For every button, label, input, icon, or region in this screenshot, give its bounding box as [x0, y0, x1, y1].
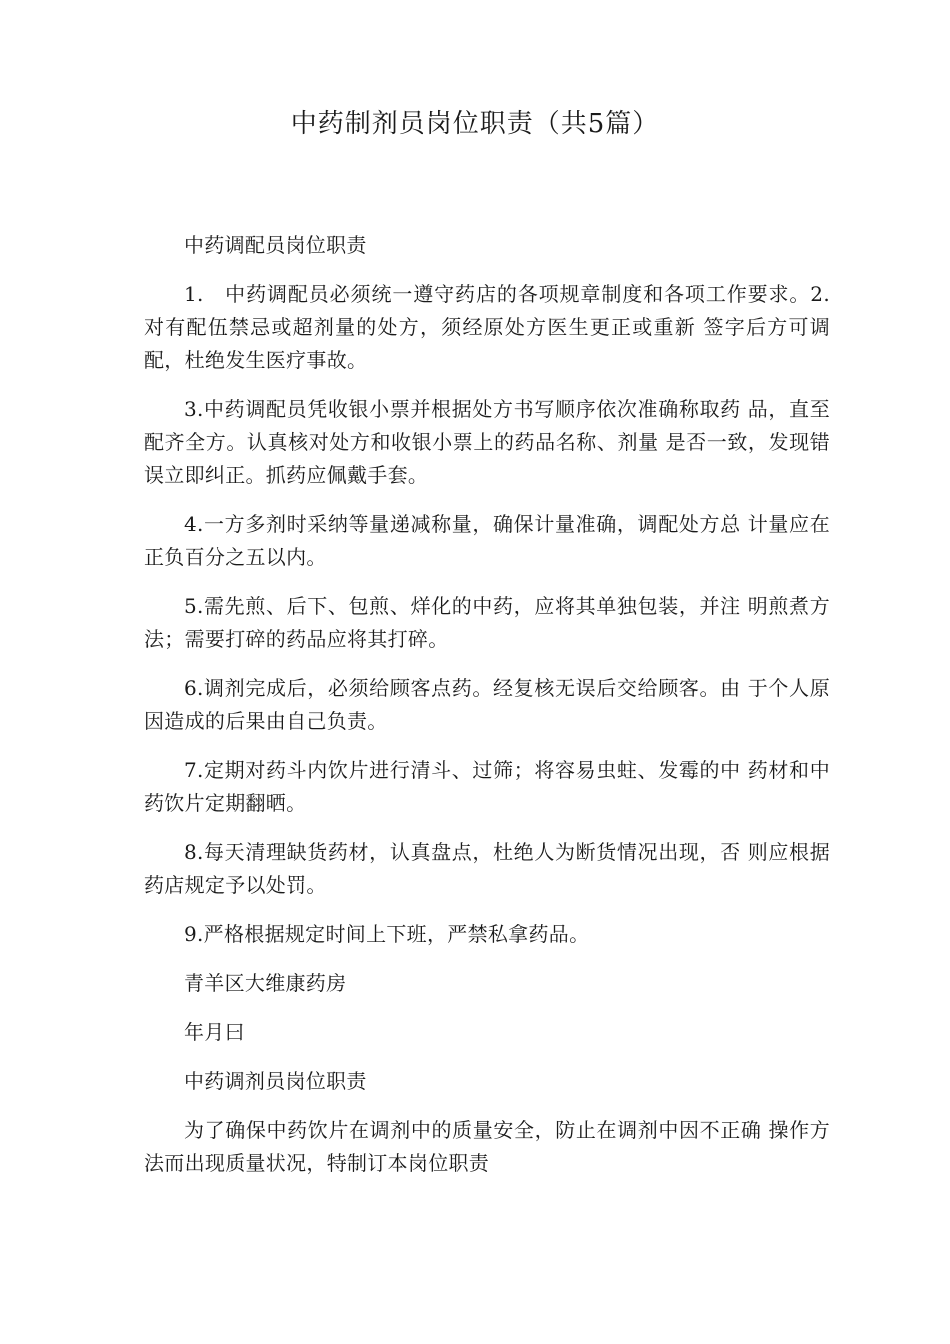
duty-item-3: 3.中药调配员凭收银小票并根据处方书写顺序依次准确称取药 品，直至配齐全方。认真核对处方和收银小票上的药品名称、剂量 是否一致，发现错误立即纠正。抓药应佩戴手套。	[144, 397, 830, 487]
duty-item-7: 7.定期对药斗内饮片进行清斗、过筛；将容易虫蛀、发霉的中 药材和中药饮片定期翻晒。	[144, 758, 830, 815]
duty-item-1-2: 1. 中药调配员必须统一遵守药店的各项规章制度和各项工作要求。2.对有配伍禁忌或超剂量的处方，须经原处方医生更正或重新 签字后方可调配，杜绝发生医疗事故。	[144, 282, 830, 372]
organization-name: 青羊区大维康药房	[184, 971, 347, 995]
duty-item-9: 9.严格根据规定时间上下班，严禁私拿药品。	[184, 922, 590, 946]
section-heading: 中药调配员岗位职责	[184, 233, 367, 257]
document-body	[144, 229, 830, 1196]
date-line: 年月曰	[184, 1020, 245, 1044]
duty-item-4: 4.一方多剂时采纳等量递减称量，确保计量准确，调配处方总 计量应在正负百分之五以内。	[144, 512, 830, 569]
duty-item-5: 5.需先煎、后下、包煎、烊化的中药，应将其单独包装，并注 明煎煮方法；需要打碎的药品应将其打碎。	[144, 594, 830, 651]
document-title: 中药制剂员岗位职责（共5篇）	[290, 109, 660, 139]
intro-paragraph: 为了确保中药饮片在调剂中的质量安全，防止在调剂中因不正确 操作方法而出现质量状况，特制订本岗位职责	[144, 1118, 830, 1175]
duty-item-6: 6.调剂完成后，必须给顾客点药。经复核无误后交给顾客。由 于个人原因造成的后果由自己负责。	[144, 676, 830, 733]
duty-item-8: 8.每天清理缺货药材，认真盘点，杜绝人为断货情况出现，否 则应根据药店规定予以处罚。	[144, 840, 830, 897]
section-heading-2: 中药调剂员岗位职责	[184, 1069, 367, 1093]
